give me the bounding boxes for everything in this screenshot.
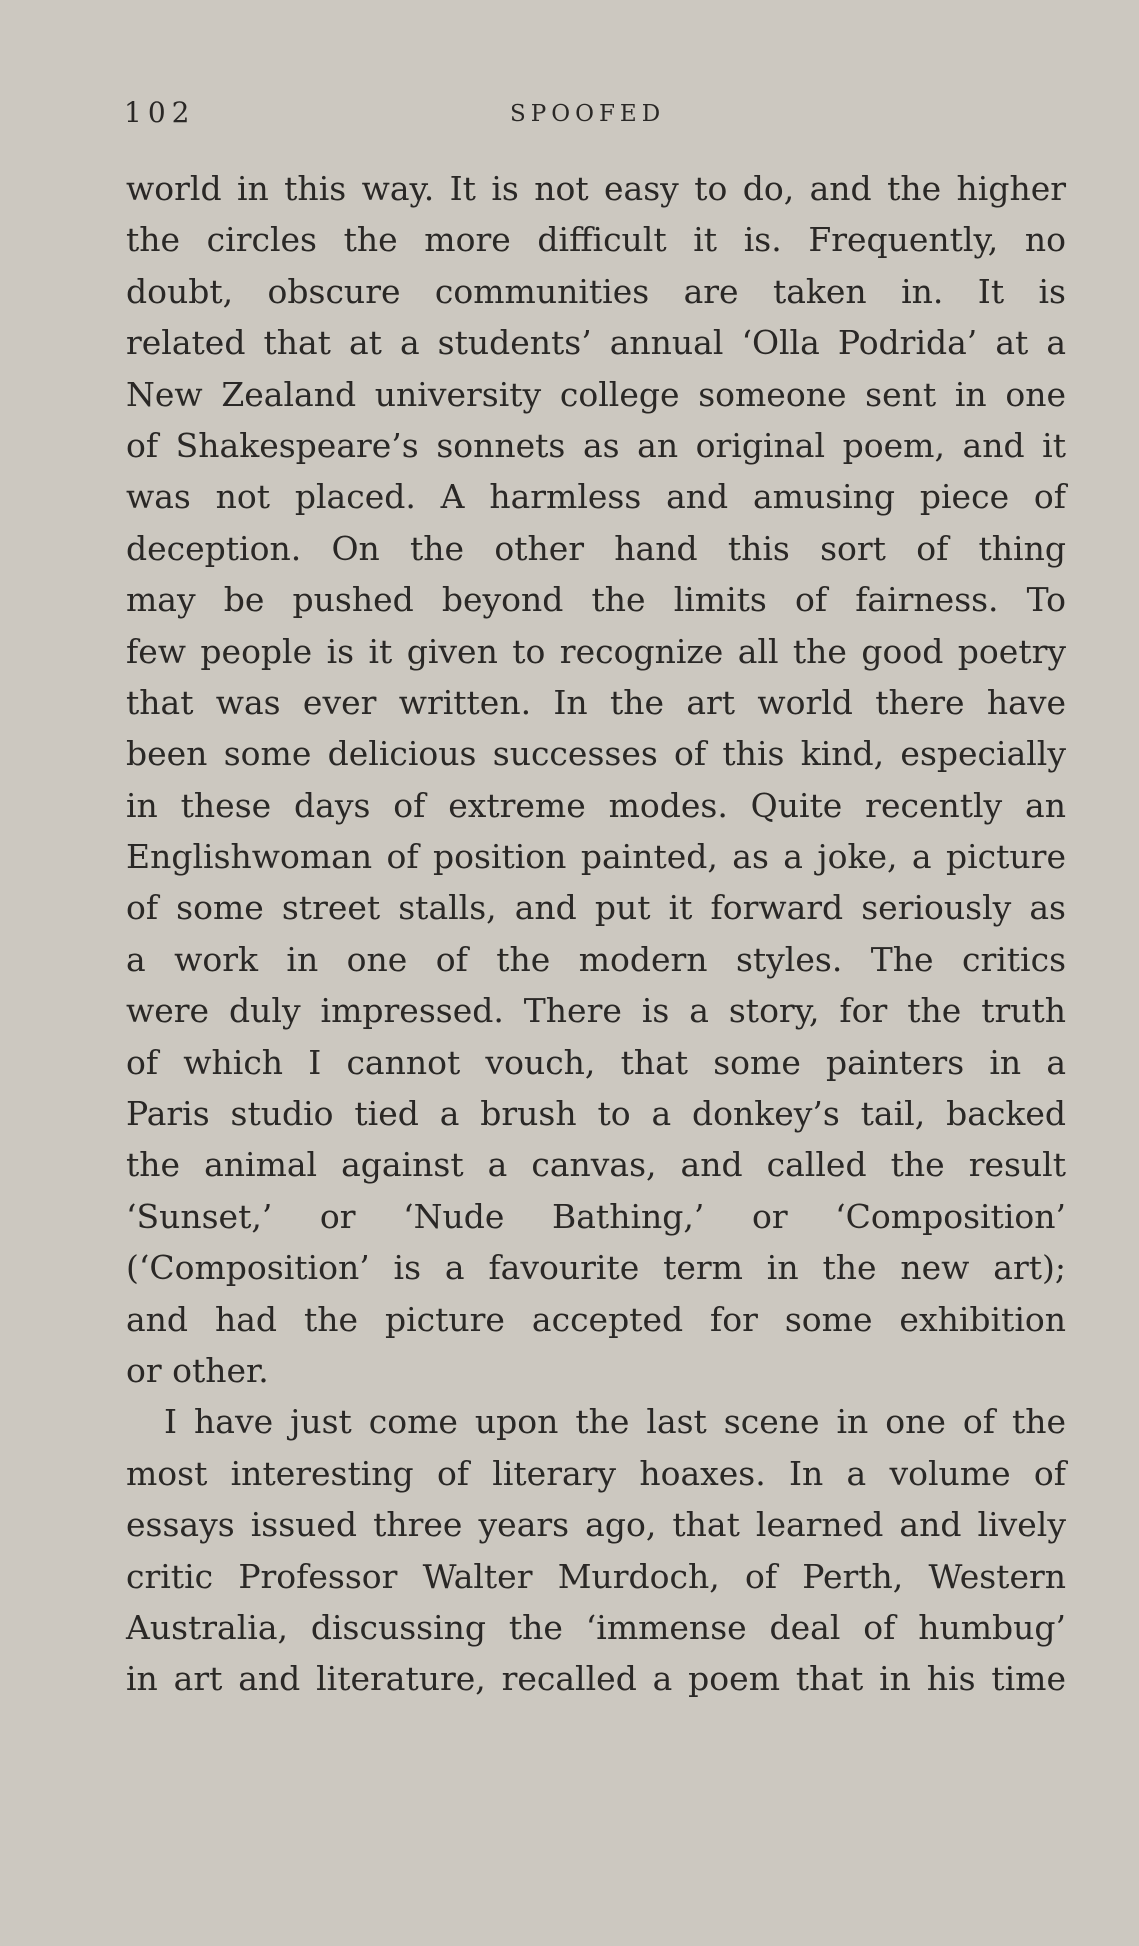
- text-line: Englishwoman of position painted, as a joke, a picture: [126, 837, 1066, 877]
- text-line: most interesting of literary hoaxes. In a volume of: [126, 1453, 1066, 1493]
- text-line: ‘Sunset,’ or ‘Nude Bathing,’ or ‘Composition’: [126, 1196, 1066, 1236]
- text-line: (‘Composition’ is a favourite term in the new art);: [126, 1248, 1066, 1288]
- text-line: was not placed. A harmless and amusing piece of: [126, 477, 1066, 517]
- text-line: that was ever written. In the art world there have: [126, 682, 1066, 722]
- text-line: deception. On the other hand this sort of thing: [126, 528, 1066, 568]
- text-line: I have just come upon the last scene in one of the: [164, 1402, 1066, 1442]
- text-line: may be pushed beyond the limits of fairness. To: [126, 580, 1066, 620]
- text-line: of some street stalls, and put it forward seriously as: [126, 888, 1066, 928]
- running-head: SPOOFED: [510, 101, 666, 127]
- text-line: in art and literature, recalled a poem that in his time: [126, 1659, 1066, 1699]
- text-line: world in this way. It is not easy to do, and the higher: [126, 169, 1066, 208]
- text-line: Australia, discussing the ‘immense deal of humbug’: [126, 1607, 1066, 1647]
- text-line: few people is it given to recognize all the good poetry: [126, 631, 1066, 671]
- text-line: of Shakespeare’s sonnets as an original poem, and it: [126, 425, 1066, 465]
- text-line: been some delicious successes of this kind, especially: [126, 734, 1066, 774]
- text-line: were duly impressed. There is a story, for the truth: [126, 991, 1066, 1031]
- paragraph-2: [126, 1396, 1066, 1704]
- text-line: related that at a students’ annual ‘Olla Podrida’ at a: [126, 323, 1066, 363]
- text-line: the circles the more difficult it is. Frequently, no: [126, 220, 1066, 260]
- text-line: doubt, obscure communities are taken in. It is: [126, 271, 1066, 311]
- text-line: the animal against a canvas, and called the result: [126, 1145, 1066, 1185]
- text-line: essays issued three years ago, that learned and lively: [126, 1505, 1066, 1545]
- page-number: 102: [124, 96, 196, 129]
- text-line: and had the picture accepted for some exhibition: [126, 1299, 1066, 1339]
- text-line: a work in one of the modern styles. The critics: [126, 939, 1066, 979]
- paragraph-1: [126, 163, 1066, 1396]
- text-line: of which I cannot vouch, that some painters in a: [126, 1042, 1066, 1082]
- text-line: New Zealand university college someone sent in one: [126, 374, 1066, 414]
- text-line: critic Professor Walter Murdoch, of Perth, Western: [126, 1556, 1066, 1596]
- text-line: or other.: [126, 1350, 269, 1390]
- text-line: in these days of extreme modes. Quite recently an: [126, 785, 1066, 825]
- text-line: Paris studio tied a brush to a donkey’s tail, backed: [126, 1094, 1066, 1134]
- body-text: [126, 163, 1066, 1705]
